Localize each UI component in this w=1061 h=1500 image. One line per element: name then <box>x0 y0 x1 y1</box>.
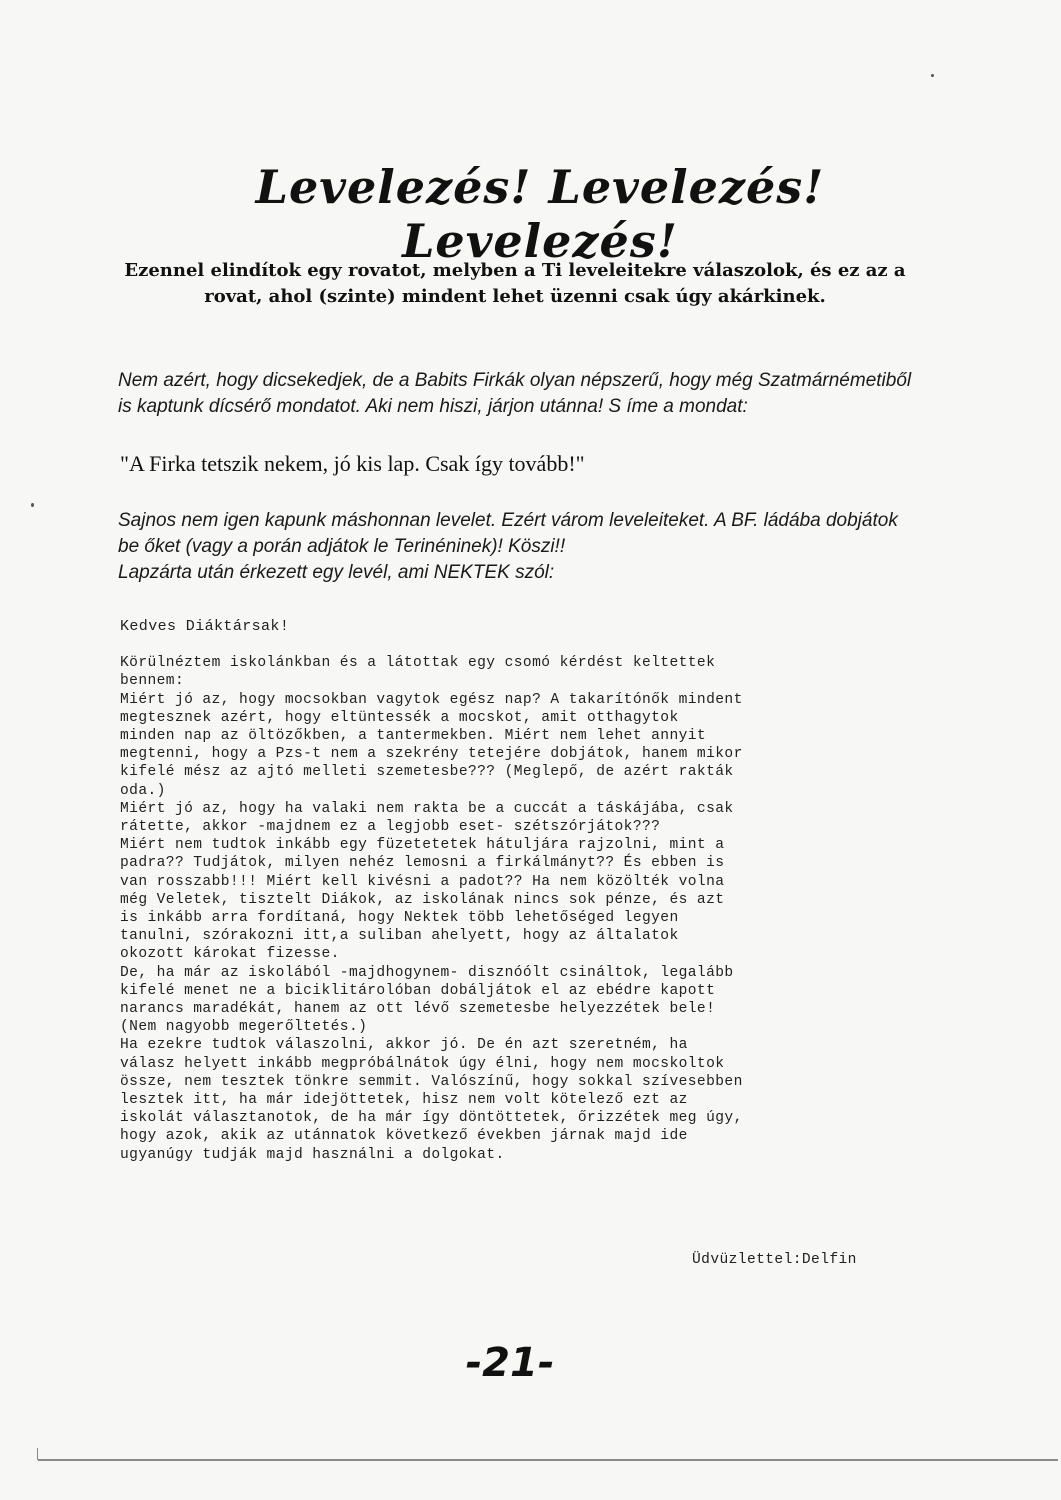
letter-signature: Üdvüzlettel:Delfin <box>692 1252 857 1268</box>
letter-line: Miért jó az, hogy mocsokban vagytok egész nap? A takarítónők mindent <box>120 691 743 708</box>
letter-line: Körülnéztem iskolánkban és a látottak egy csomó kérdést keltettek <box>120 655 716 672</box>
letter-line: ugyanúgy tudják majd használni a dolgokat. <box>120 1146 505 1163</box>
letter-line: Miért nem tudtok inkább egy füzetetetek hátuljára rajzolni, mint a <box>120 837 725 854</box>
letter-line: padra?? Tudjátok, milyen nehéz lemosni a firkálmányt?? És ebben is <box>120 855 725 872</box>
paragraph-letter-intro: Lapzárta után érkezett egy levél, ami NEKTEK szól: <box>118 562 555 583</box>
page-number: -21- <box>465 1340 555 1386</box>
letter-body <box>120 618 910 1164</box>
scan-speck <box>31 503 34 507</box>
scan-speck <box>931 74 934 77</box>
paragraph-praise: Nem azért, hogy dicsekedjek, de a Babits Firkák olyan népszerű, hogy még Szatmárnémetiből is kaptunk dícsérő mondatot. Aki nem hiszi, járjon utánna! S íme a mondat: <box>118 370 912 417</box>
letter-line: Ha ezekre tudtok válaszolni, akkor jó. De én azt szeretném, ha <box>120 1037 688 1054</box>
page-title: Levelezés! Levelezés! Levelezés! <box>255 160 825 268</box>
paragraph-request-text: Sajnos nem igen kapunk máshonnan levelet. Ezért várom leveleiteket. A BF. ládába dobjátok be őket (vagy a porán adjátok le Terinéninek)! Köszi!! <box>118 510 898 557</box>
letter-line: minden nap az öltözőkben, a tantermekben. Miért nem lehet annyit <box>120 728 707 745</box>
letter-line: össze, nem tesztek tönkre semmit. Valószínű, hogy sokkal szívesebben <box>120 1073 743 1090</box>
letter-line: bennem: <box>120 673 185 690</box>
quote-text: "A Firka tetszik nekem, jó kis lap. Csak így tovább!" <box>120 451 585 476</box>
letter-line: okozott károkat fizesse. <box>120 946 340 963</box>
letter-line: narancs maradékát, hanem az ott lévő szemetesbe helyezzétek bele! <box>120 1001 716 1018</box>
letter-line: kifelé menet ne a biciklitárolóban dobáljátok el az ebédre kapott <box>120 982 716 999</box>
letter-line: De, ha már az iskolából -majdhogynem- disznóólt csináltok, legalább <box>120 964 734 981</box>
letter-line: is inkább arra fordítaná, hogy Nektek több lehetőséged legyen <box>120 910 679 927</box>
letter-line: lesztek itt, ha már idejöttetek, hisz nem volt kötelező ezt az <box>120 1092 688 1109</box>
letter-line: Miért jó az, hogy ha valaki nem rakta be a cuccát a táskájába, csak <box>120 800 734 817</box>
letter-lines <box>120 654 910 1164</box>
letter-line: hogy azok, akik az utánnatok következő években járnak majd ide <box>120 1128 688 1145</box>
letter-line: rátette, akkor -majdnem ez a legjobb eset- szétszórjátok??? <box>120 819 661 836</box>
letter-line: iskolát választanotok, de ha már így döntöttetek, őrizzétek meg úgy, <box>120 1110 743 1127</box>
letter-line: tanulni, szórakozni itt,a suliban ahelyett, hogy az általatok <box>120 928 679 945</box>
letter-line: van rosszabb!!! Miért kell kivésni a padot?? Ha nem közölték volna <box>120 873 725 890</box>
letter-line: oda.) <box>120 782 166 799</box>
intro-text: Ezennel elindítok egy rovatot, melyben a Ti leveleitekre válaszolok, és ez az a rovat, ahol (szinte) mindent lehet üzenni csak úgy akárkinek. <box>124 260 906 307</box>
letter-line: válasz helyett inkább megpróbálnátok úgy élni, hogy nem mocskoltok <box>120 1055 725 1072</box>
paragraph-request <box>118 508 918 586</box>
letter-line: megtesznek azért, hogy eltüntessék a mocskot, amit otthagytok <box>120 709 679 726</box>
letter-line: megtenni, hogy a Pzs-t nem a szekrény tetejére dobjátok, hanem mikor <box>120 746 743 763</box>
letter-line: még Veletek, tisztelt Diákok, az iskolának nincs sok pénze, és azt <box>120 891 725 908</box>
letter-line: kifelé mész az ajtó melleti szemetesbe??? (Meglepő, de azért rakták <box>120 764 734 781</box>
letter-greeting: Kedves Diáktársak! <box>120 618 290 635</box>
letter-line: (Nem nagyobb megerőltetés.) <box>120 1019 368 1036</box>
scan-edge-bottom <box>38 1459 1058 1461</box>
